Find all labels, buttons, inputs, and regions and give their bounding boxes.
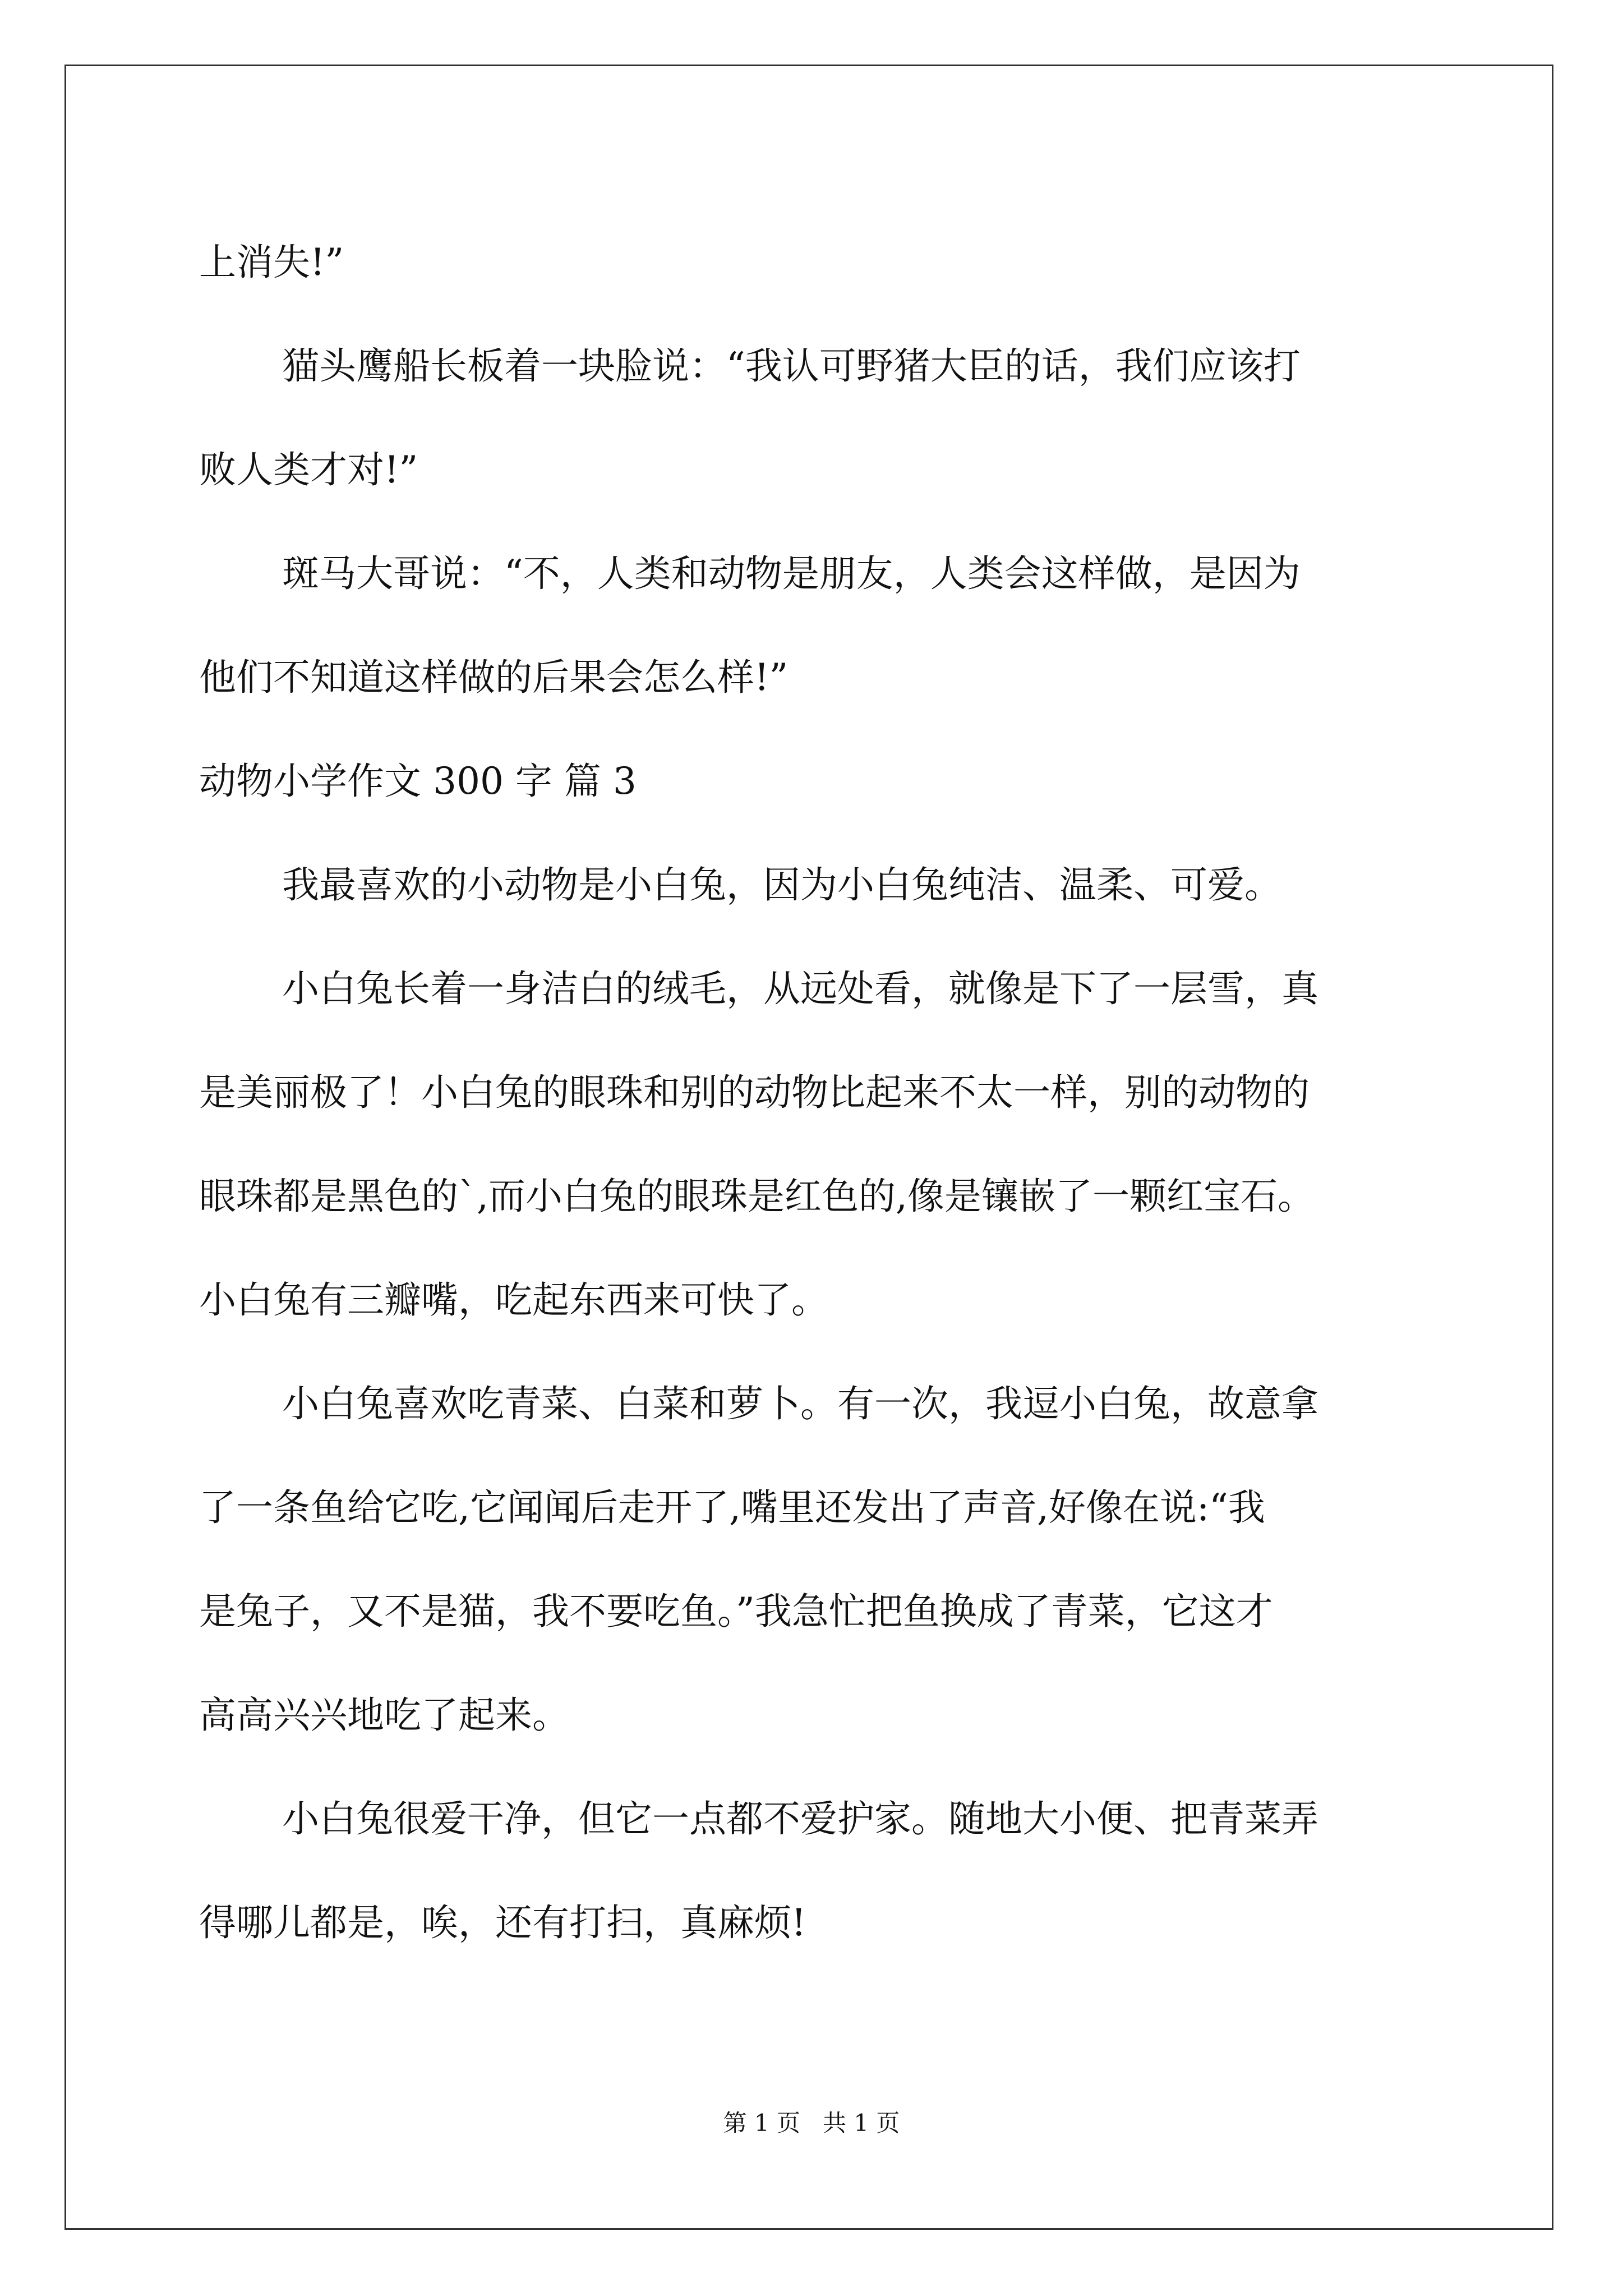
text-line: 高高兴兴地吃了起来。 (199, 1694, 569, 1737)
text-line: 猫头鹰船长板着一块脸说：“我认可野猪大臣的话，我们应该打 (282, 344, 1301, 388)
text-line: 是兔子，又不是猫，我不要吃鱼。”我急忙把鱼换成了青菜，它这才 (199, 1590, 1273, 1633)
text-line: 小白兔喜欢吃青菜、白菜和萝卜。有一次，我逗小白兔，故意拿 (282, 1382, 1318, 1425)
text-line: 小白兔很爱干净，但它一点都不爱护家。随地大小便、把青菜弄 (282, 1797, 1318, 1841)
text-line: 上消失!” (199, 241, 344, 284)
text-line: 了一条鱼给它吃,它闻闻后走开了,嘴里还发出了声音,好像在说:“我 (199, 1486, 1265, 1529)
text-line: 败人类才对!” (199, 448, 418, 491)
text-line: 我最喜欢的小动物是小白兔，因为小白兔纯洁、温柔、可爱。 (282, 863, 1281, 907)
page-total: 共 1 页 (823, 2109, 900, 2137)
text-line: 眼珠都是黑色的`,而小白兔的眼珠是红色的,像是镶嵌了一颗红宝石。 (199, 1175, 1315, 1218)
text-line: 是美丽极了！小白兔的眼珠和别的动物比起来不太一样，别的动物的 (199, 1071, 1310, 1114)
page-footer (0, 2106, 1623, 2140)
text-line: 他们不知道这样做的后果会怎么样!” (199, 656, 789, 699)
text-line: 小白兔有三瓣嘴，吃起东西来可快了。 (199, 1278, 828, 1322)
text-line: 小白兔长着一身洁白的绒毛，从远处看，就像是下了一层雪，真 (282, 967, 1318, 1010)
document-body (199, 210, 1433, 1975)
text-line: 斑马大哥说：“不，人类和动物是朋友，人类会这样做，是因为 (282, 552, 1301, 595)
section-heading: 动物小学作文 300 字 篇 3 (199, 760, 637, 803)
page-number: 第 1 页 (723, 2109, 800, 2137)
text-line: 得哪儿都是，唉，还有打扫，真麻烦! (199, 1901, 806, 1944)
